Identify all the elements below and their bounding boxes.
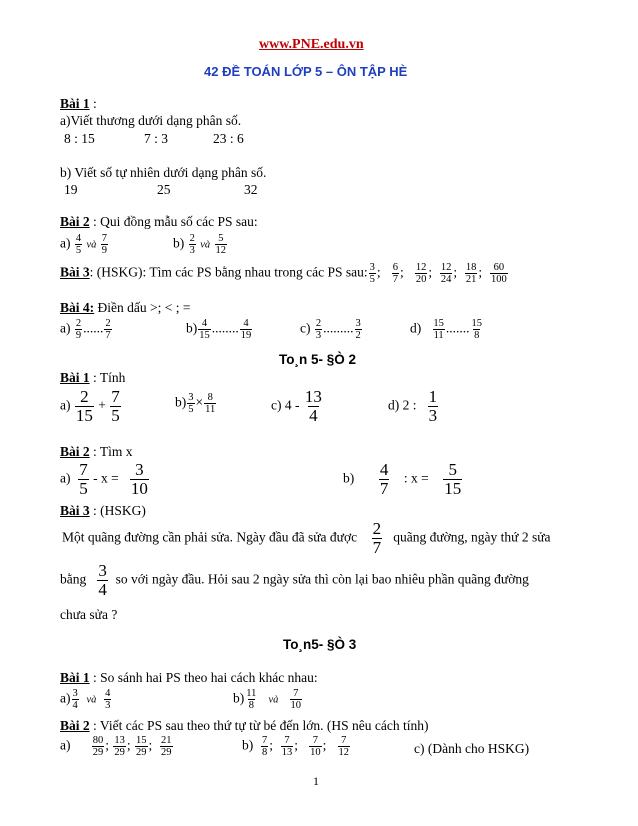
- de3-exercise-2-heading: [60, 718, 428, 734]
- fraction: $\frac{3}{4}$: [98, 561, 107, 599]
- item-label: b): [186, 320, 198, 336]
- de2-exercise-2-heading: [60, 444, 133, 460]
- compare-item-d: [410, 318, 484, 341]
- item-label: b): [175, 394, 187, 410]
- item-label: b): [173, 235, 185, 251]
- item-label: a): [60, 235, 71, 251]
- item-label: b): [343, 470, 355, 486]
- exercise-1a-text: a)Viết thương dưới dạng phân số.: [60, 113, 242, 128]
- exercise-text: : (HSKG): Tìm các PS bằng nhau trong các PS sau:: [89, 264, 368, 280]
- fraction: $\frac{12}{20}$: [415, 262, 427, 286]
- exercise-label: Bài 3: [60, 264, 90, 280]
- exercise-text: : Viết các PS sau theo thứ tự từ bé đến lớn. (HS nêu cách tính): [89, 718, 429, 733]
- fraction: $\frac{21}{29}$: [161, 735, 172, 759]
- number-item: 19: [64, 182, 78, 197]
- fraction: $\frac{2}{3}$: [315, 318, 322, 342]
- fraction: $\frac{4}{7}$: [379, 460, 389, 498]
- fraction: $\frac{11}{8}$: [246, 688, 257, 712]
- word-problem-line-1: [62, 520, 551, 557]
- fraction: $\frac{2}{9}$: [75, 318, 82, 342]
- and-word: và: [86, 694, 97, 706]
- de2-exercise-3-heading: [60, 503, 146, 519]
- equation-middle: : x =: [403, 470, 429, 486]
- fraction: $\frac{15}{11}$: [433, 318, 444, 342]
- word-problem-line-3: chưa sửa ?: [60, 607, 118, 622]
- compare-pair-b: [233, 688, 303, 711]
- fraction: $\frac{2}{3}$: [189, 233, 195, 257]
- order-list-c: c) (Dành cho HSKG): [414, 741, 530, 756]
- find-x-a: [60, 461, 150, 498]
- page-number: 1: [313, 774, 319, 788]
- exercise-text: : Tính: [89, 370, 126, 385]
- exercise-label: Bài 3: [60, 503, 90, 518]
- item-label: a): [60, 690, 71, 706]
- fraction: $\frac{2}{7}$: [105, 318, 111, 342]
- fraction: $\frac{80}{29}$: [92, 735, 104, 759]
- exercise-text: : (HSKG): [89, 503, 146, 518]
- exercise-3: Bài 3: (HSKG): Tìm các PS bằng nhau trong các PS sau: $\frac{3}{5}$ ; $\frac{6}{7}$ ; $\frac{12}{20}$ ; $\frac{12}{24}$ ; $\frac{18}{21}$ ; $\frac{60}{100}$: [60, 262, 507, 286]
- fraction: $\frac{15}{29}$: [136, 735, 147, 759]
- exercise-1-heading: [60, 96, 97, 112]
- fraction: $\frac{5}{15}$: [444, 460, 462, 498]
- number-item: 25: [157, 182, 171, 197]
- fraction: $\frac{7}{10}$: [290, 688, 302, 712]
- fraction: $\frac{7}{13}$: [281, 735, 293, 759]
- exercise-1b-text: b) Viết số tự nhiên dưới dạng phân số.: [60, 165, 267, 180]
- fraction: $\frac{7}{12}$: [338, 735, 350, 759]
- order-list-a: a) $\frac{80}{29}$ ; $\frac{13}{29}$ ; $\frac{15}{29}$ ; $\frac{21}{29}$: [60, 735, 172, 759]
- find-x-b: [343, 461, 463, 498]
- calc-item-b: [175, 392, 217, 415]
- calc-item-d: [388, 388, 439, 425]
- fraction: $\frac{8}{11}$: [205, 392, 216, 416]
- item-label: a): [60, 470, 71, 486]
- fraction: $\frac{13}{29}$: [114, 735, 125, 759]
- word-problem-line-2: [60, 562, 529, 599]
- division-item: 23 : 6: [213, 131, 244, 146]
- exercise-label: Bài 2: [60, 444, 90, 459]
- fraction: $\frac{4}{19}$: [240, 318, 252, 342]
- fraction: $\frac{4}{5}$: [75, 233, 82, 257]
- and-word: và: [200, 239, 211, 251]
- item-label: a): [60, 737, 71, 753]
- fraction: $\frac{18}{21}$: [465, 262, 477, 286]
- exercise-label: Bài 1: [60, 670, 90, 685]
- exercise-4-heading: [60, 300, 190, 316]
- compare-item-b: [186, 318, 253, 341]
- division-item: 8 : 15: [64, 131, 95, 146]
- item-label: b): [233, 690, 245, 706]
- fraction: $\frac{3}{5}$: [188, 392, 194, 416]
- document-title: 42 ĐỀ TOÁN LỚP 5 – ÔN TẬP HÈ: [204, 64, 408, 79]
- problem-text: Một quãng đường cần phải sửa. Ngày đầu đã sửa được: [62, 529, 358, 545]
- operator: ×: [195, 394, 204, 410]
- compare-item-c: [300, 318, 363, 341]
- problem-text: bằng: [60, 571, 87, 587]
- fraction: $\frac{6}{7}$: [392, 262, 398, 286]
- fraction: $\frac{7}{5}$: [111, 387, 120, 425]
- operator: +: [98, 397, 106, 413]
- exercise-text: : Tìm x: [89, 444, 133, 459]
- fraction: $\frac{2}{15}$: [75, 387, 93, 425]
- fraction: $\frac{7}{8}$: [262, 735, 268, 759]
- de2-exercise-1-heading: [60, 370, 125, 386]
- exercise-text: : So sánh hai PS theo hai cách khác nhau:: [89, 670, 318, 685]
- exercise-2-heading: [60, 214, 258, 230]
- exercise-label: Bài 1: [60, 370, 90, 385]
- item-label: d) 2 :: [388, 397, 417, 413]
- exercise-2b: [173, 233, 228, 256]
- problem-text: so với ngày đầu. Hỏi sau 2 ngày sửa thì còn lại bao nhiêu phần quãng đường: [115, 571, 529, 587]
- fraction: $\frac{3}{4}$: [72, 688, 78, 712]
- equation-middle: - x =: [93, 470, 119, 486]
- compare-item-a: [60, 318, 113, 341]
- exercise-2a: [60, 233, 109, 256]
- item-label: c) 4 -: [271, 397, 300, 413]
- item-label: b): [242, 737, 254, 753]
- blank-dots[interactable]: .......: [445, 320, 470, 336]
- fraction: $\frac{13}{4}$: [304, 387, 322, 425]
- item-label: c): [300, 320, 311, 336]
- blank-dots[interactable]: .........: [323, 320, 354, 336]
- fraction: $\frac{4}{15}$: [199, 318, 210, 342]
- site-url[interactable]: www.PNE.edu.vn: [259, 37, 364, 52]
- section-heading-de-2: To¸n 5- §Ò 2: [279, 352, 357, 367]
- fraction: $\frac{7}{5}$: [79, 460, 88, 498]
- calc-item-a: [60, 388, 122, 425]
- exercise-colon: :: [89, 96, 97, 111]
- and-word: và: [268, 694, 279, 706]
- item-label: a): [60, 397, 71, 413]
- fraction: $\frac{1}{3}$: [428, 387, 438, 425]
- section-heading-de-3: To¸n5- §Ò 3: [283, 637, 357, 652]
- and-word: và: [86, 239, 97, 251]
- fraction: $\frac{15}{8}$: [471, 318, 482, 342]
- blank-dots[interactable]: ........: [211, 320, 239, 336]
- exercise-text: : Qui đồng mẫu số các PS sau:: [89, 214, 258, 229]
- exercise-label: Bài 2: [60, 718, 90, 733]
- fraction: $\frac{3}{10}$: [130, 460, 148, 498]
- fraction: $\frac{7}{10}$: [310, 735, 321, 759]
- fraction: $\frac{12}{24}$: [440, 262, 452, 286]
- fraction: $\frac{3}{2}$: [355, 318, 361, 342]
- fraction: $\frac{3}{5}$: [369, 262, 375, 286]
- order-list-b: b) $\frac{7}{8}$ ; $\frac{7}{13}$ ; $\frac{7}{10}$ ; $\frac{7}{12}$: [242, 735, 350, 759]
- fraction: $\frac{2}{7}$: [372, 519, 382, 557]
- division-item: 7 : 3: [144, 131, 169, 146]
- exercise-label: Bài 1: [60, 96, 90, 111]
- fraction: $\frac{4}{3}$: [105, 688, 111, 712]
- de3-exercise-1-heading: [60, 670, 318, 686]
- exercise-label: Bài 2: [60, 214, 90, 229]
- item-label: a): [60, 320, 71, 336]
- calc-item-c: [271, 388, 324, 425]
- blank-dots[interactable]: ......: [83, 320, 104, 336]
- compare-pair-a: [60, 688, 112, 711]
- exercise-text: Điền dấu >; < ; =: [94, 300, 191, 315]
- problem-text: quãng đường, ngày thứ 2 sửa: [393, 529, 551, 545]
- fraction: $\frac{5}{12}$: [215, 233, 227, 257]
- fraction: $\frac{7}{9}$: [101, 233, 108, 257]
- exercise-label: Bài 4:: [60, 300, 95, 315]
- fraction: $\frac{60}{100}$: [490, 262, 507, 286]
- number-item: 32: [244, 182, 258, 197]
- item-label: d): [410, 320, 422, 336]
